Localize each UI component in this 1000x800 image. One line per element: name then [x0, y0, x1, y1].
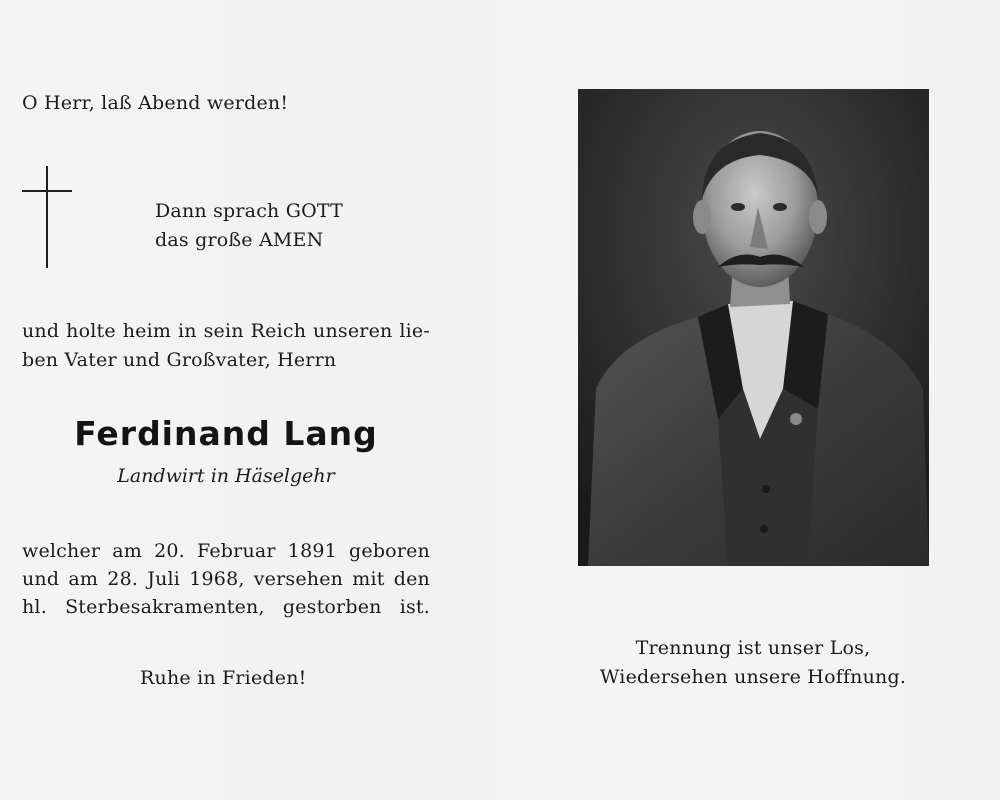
portrait-figure	[578, 89, 929, 566]
cross-icon	[22, 166, 74, 270]
portrait-photo	[578, 89, 929, 566]
closing-line-1: Trennung ist unser Los,	[635, 637, 871, 659]
intro-line-1: und holte heim in sein Reich unseren lie-	[22, 320, 430, 342]
god-line-1: Dann sprach GOTT	[155, 200, 343, 222]
life-line-1: welcher am 20. Februar 1891 geboren	[22, 540, 430, 562]
deceased-name: Ferdinand Lang	[74, 414, 378, 453]
closing-line-2: Wiedersehen unsere Hoffnung.	[599, 666, 907, 688]
life-line-2: und am 28. Juli 1968, versehen mit den	[22, 568, 430, 590]
opening-line: O Herr, laß Abend werden!	[22, 92, 289, 114]
intro-line-2: ben Vater und Großvater, Herrn	[22, 349, 337, 371]
life-line-3: hl. Sterbesakramenten, gestorben ist.	[22, 596, 430, 618]
occupation: Landwirt in Häselgehr	[117, 465, 335, 487]
rest-line: Ruhe in Frieden!	[140, 667, 307, 689]
god-line-2: das große AMEN	[155, 229, 324, 251]
